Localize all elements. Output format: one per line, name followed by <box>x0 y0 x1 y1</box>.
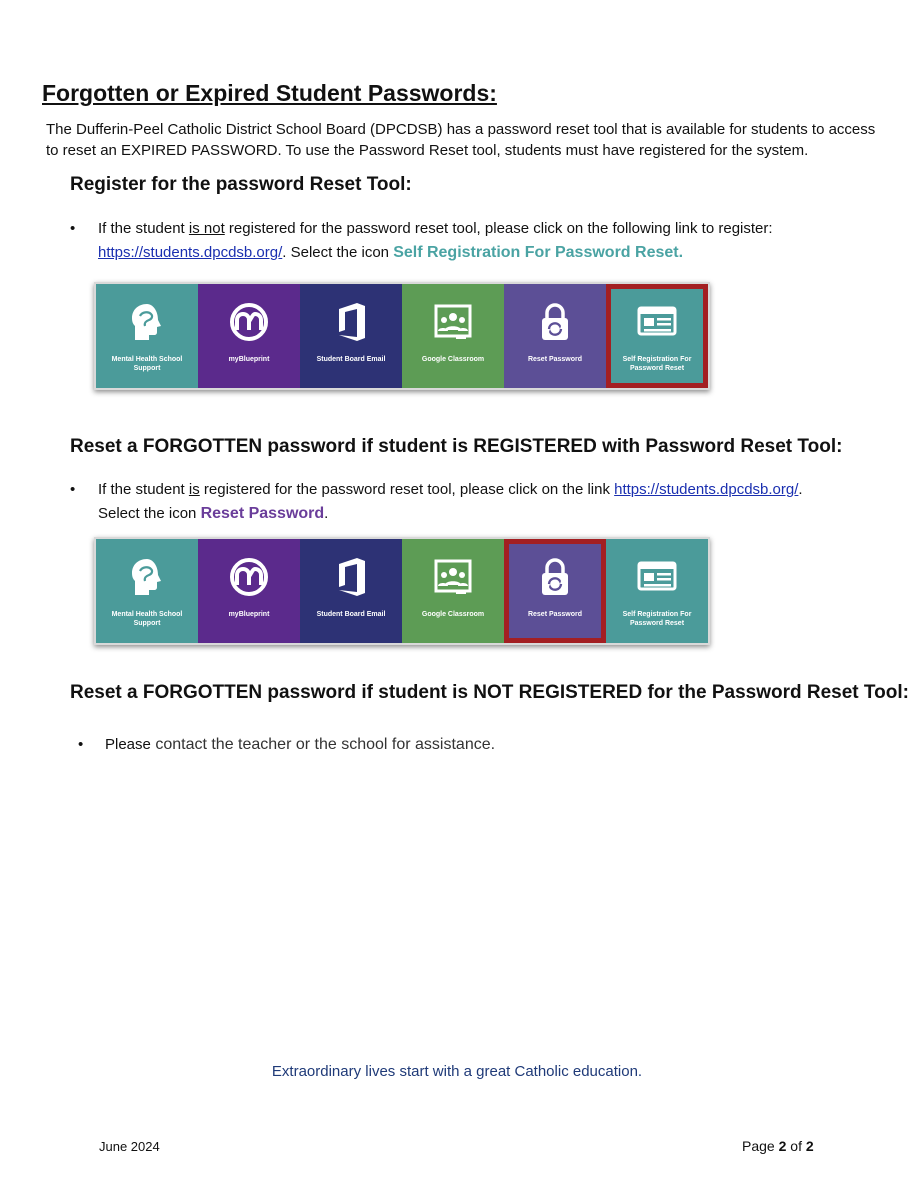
portal-tiles-reset <box>94 537 710 645</box>
portal-tiles-register <box>94 282 710 390</box>
office-icon <box>329 539 373 604</box>
tile-self-registration-for-password-reset[interactable] <box>606 284 708 388</box>
intro-paragraph: The Dufferin-Peel Catholic District School Board (DPCDSB) has a password reset tool that is available for students to access to reset an EXPIRED PASSWORD. To use the Password Reset tool, students must have registered for the system. <box>46 121 876 159</box>
myblueprint-icon <box>227 284 271 349</box>
page-title: Forgotten or Expired Student Passwords: <box>42 80 497 106</box>
tile-mental-health-school-support[interactable] <box>96 539 198 643</box>
id-card-icon <box>635 539 679 604</box>
classroom-icon <box>431 539 475 604</box>
reset-password-icon-name: Reset Password <box>200 505 325 522</box>
tile-mental-health-school-support[interactable] <box>96 284 198 388</box>
tile-reset-password[interactable] <box>504 539 606 643</box>
classroom-icon <box>431 284 475 349</box>
page-number: Page 2 of 2 <box>742 1138 814 1154</box>
head-icon <box>125 539 169 604</box>
bullet-dot: • <box>78 736 84 753</box>
tile-label: Google Classroom <box>421 356 485 363</box>
footer-date: June 2024 <box>99 1139 160 1154</box>
self-registration-icon-name: Self Registration For Password Reset. <box>393 244 684 261</box>
head-icon <box>125 284 169 349</box>
office-icon <box>329 284 373 349</box>
lock-reset-icon <box>533 284 577 349</box>
tile-label: myBlueprint <box>228 356 270 363</box>
tile-label: Mental Health School Support <box>111 611 183 627</box>
section-reset-registered-heading: Reset a FORGOTTEN password if student is REGISTERED with Password Reset Tool: <box>70 436 843 457</box>
section-not-registered-heading: Reset a FORGOTTEN password if student is NOT REGISTERED for the Password Reset Tool: <box>70 682 909 703</box>
reset-link[interactable]: https://students.dpcdsb.org/ <box>614 481 799 498</box>
tile-label: Reset Password <box>527 356 583 363</box>
tile-label: Self Registration For Password Reset <box>622 356 692 372</box>
tile-reset-password[interactable] <box>504 284 606 388</box>
footer-tagline: Extraordinary lives start with a great Catholic education. <box>271 1063 643 1080</box>
tile-student-board-email[interactable] <box>300 284 402 388</box>
tile-label: myBlueprint <box>228 611 270 618</box>
contact-bullet: • Please contact the teacher or the school for assistance. <box>78 733 778 757</box>
tile-student-board-email[interactable] <box>300 539 402 643</box>
tile-label: Student Board Email <box>316 611 386 618</box>
tile-label: Google Classroom <box>421 611 485 618</box>
tile-google-classroom[interactable] <box>402 539 504 643</box>
bullet-dot: • <box>70 220 76 237</box>
id-card-icon <box>635 284 679 349</box>
tile-label: Mental Health School Support <box>111 356 183 372</box>
register-bullet: • If the student is not registered for the password reset tool, please click on the following link to register: https://students.dpcdsb.org/. Select the icon Self Registration For Password Reset. <box>70 217 880 263</box>
lock-reset-icon <box>533 539 577 604</box>
tile-label: Student Board Email <box>316 356 386 363</box>
bullet-dot: • <box>70 481 76 498</box>
emphasis-is: is <box>188 481 200 498</box>
reset-bullet: • If the student is registered for the password reset tool, please click on the link https://students.dpcdsb.org/. Select the icon Reset Password. <box>70 478 880 524</box>
tile-myblueprint[interactable] <box>198 284 300 388</box>
tile-label: Self Registration For Password Reset <box>622 611 692 627</box>
section-register-heading: Register for the password Reset Tool: <box>70 174 412 195</box>
emphasis-is-not: is not <box>188 220 225 237</box>
myblueprint-icon <box>227 539 271 604</box>
register-link[interactable]: https://students.dpcdsb.org/ <box>98 244 283 261</box>
tile-self-registration-for-password-reset[interactable] <box>606 539 708 643</box>
tile-google-classroom[interactable] <box>402 284 504 388</box>
tile-label: Reset Password <box>527 611 583 618</box>
tile-myblueprint[interactable] <box>198 539 300 643</box>
